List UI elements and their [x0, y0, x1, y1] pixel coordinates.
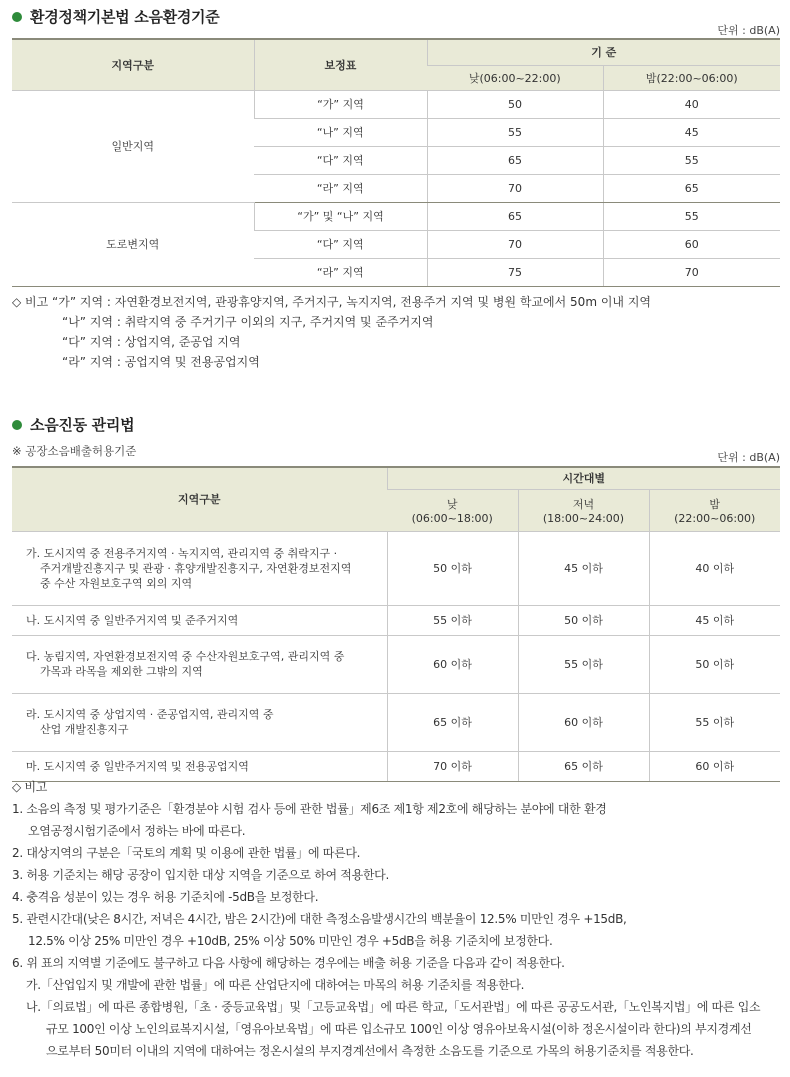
- row-night: 55: [603, 146, 780, 174]
- row-area: 마. 도시지역 중 일반주거지역 및 전용공업지역: [12, 751, 387, 781]
- row-day: 60 이하: [387, 635, 518, 693]
- note-line: 3. 허용 기준치는 해당 공장이 입지한 대상 지역을 기준으로 하여 적용한다.: [12, 868, 389, 882]
- section1-remarks: [12, 292, 651, 372]
- remark-line: “라” 지역 : 공업지역 및 전용공업지역: [62, 355, 260, 369]
- note-line: 가.「산업입지 및 개발에 관한 법률」에 따른 산업단지에 대하여는 마목의 허용 기준치를 적용한다.: [26, 978, 525, 992]
- row-area: 다. 농림지역, 자연환경보전지역 중 수산자원보호구역, 관리지역 중 가목과 라목을 제외한 그밖의 지역: [12, 635, 387, 693]
- row-night: 40: [603, 90, 780, 118]
- table-row: [12, 90, 780, 118]
- noise-standard-table: [12, 38, 780, 287]
- header-night: 밤(22:00~06:00): [603, 65, 780, 90]
- row-day: 75: [427, 258, 603, 286]
- group-name: 도로변지역: [12, 202, 254, 286]
- note-line: 4. 충격음 성분이 있는 경우 허용 기준치에 -5dB을 보정한다.: [12, 890, 319, 904]
- bullet-icon: [12, 420, 22, 430]
- row-day: 55 이하: [387, 605, 518, 635]
- note-line: 규모 100인 이상 노인의료복지시설,「영유아보육법」에 따른 입소규모 100인 이상 영유아보육시설(이하 정온시설이라 한다)의 부지경계선: [46, 1022, 752, 1036]
- row-evening: 45 이하: [518, 531, 649, 605]
- row-day: 65: [427, 202, 603, 230]
- row-day: 65: [427, 146, 603, 174]
- header-time: 시간대별: [387, 467, 780, 489]
- row-day: 65 이하: [387, 693, 518, 751]
- header-standard: 기 준: [427, 39, 780, 65]
- row-day: 70: [427, 174, 603, 202]
- section1-unit: 단위 : dB(A): [717, 24, 780, 37]
- remarks-title: ◇ 비고: [12, 780, 48, 794]
- header-area: 지역구분: [12, 467, 387, 531]
- row-label: “나” 지역: [254, 118, 427, 146]
- row-evening: 60 이하: [518, 693, 649, 751]
- section2-title: 소음진동 관리법: [12, 414, 134, 435]
- row-day: 70: [427, 230, 603, 258]
- row-evening: 50 이하: [518, 605, 649, 635]
- row-label: “가” 및 “나” 지역: [254, 202, 427, 230]
- section2-unit: 단위 : dB(A): [717, 451, 780, 464]
- note-line: 으로부터 50미터 이내의 지역에 대하여는 정온시설의 부지경계선에서 측정한 소음도를 기준으로 가목의 허용기준치를 적용한다.: [46, 1044, 694, 1058]
- header-area: 지역구분: [12, 39, 254, 90]
- row-area: 라. 도시지역 중 상업지역 · 준공업지역, 관리지역 중 산업 개발진흥지구: [12, 693, 387, 751]
- section2-notes: [12, 776, 784, 1062]
- row-night: 50 이하: [649, 635, 780, 693]
- row-day: 70 이하: [387, 751, 518, 781]
- group-name: 일반지역: [12, 90, 254, 202]
- remark-line: “다” 지역 : 상업지역, 준공업 지역: [62, 335, 241, 349]
- section2-subtitle: ※ 공장소음배출허용기준: [12, 444, 137, 458]
- row-evening: 55 이하: [518, 635, 649, 693]
- table-row: [12, 693, 780, 751]
- row-day: 55: [427, 118, 603, 146]
- row-label: “가” 지역: [254, 90, 427, 118]
- row-night: 45: [603, 118, 780, 146]
- header-day: 낮(06:00~22:00): [427, 65, 603, 90]
- row-label: “다” 지역: [254, 146, 427, 174]
- table-row: [12, 605, 780, 635]
- note-line: 나.「의료법」에 따른 종합병원,「초 · 중등교육법」및「고등교육법」에 따른 학교,「도서관법」에 따른 공공도서관,「노인복지법」에 따른 입소: [26, 1000, 761, 1014]
- row-day: 50 이하: [387, 531, 518, 605]
- row-label: “라” 지역: [254, 174, 427, 202]
- header-night: 밤 (22:00~06:00): [649, 489, 780, 531]
- remark-line: “나” 지역 : 취락지역 중 주거기구 이외의 지구, 주거지역 및 준주거지역: [62, 315, 434, 329]
- header-correction: 보정표: [254, 39, 427, 90]
- note-line: 오염공정시험기준에서 정하는 바에 따른다.: [28, 824, 246, 838]
- table-row: [12, 202, 780, 230]
- factory-noise-table: [12, 466, 780, 782]
- row-day: 50: [427, 90, 603, 118]
- bullet-icon: [12, 12, 22, 22]
- row-label: “라” 지역: [254, 258, 427, 286]
- row-night: 70: [603, 258, 780, 286]
- row-night: 65: [603, 174, 780, 202]
- section1-title: 환경정책기본법 소음환경기준: [12, 6, 219, 27]
- row-area: 가. 도시지역 중 전용주거지역 · 녹지지역, 관리지역 중 취락지구 · 주거개발진흥지구 및 관광 · 휴양개발진흥지구, 자연환경보전지역 중 수산 자원보호구역 외의 지역: [12, 531, 387, 605]
- table-row: [12, 635, 780, 693]
- row-night: 40 이하: [649, 531, 780, 605]
- row-night: 60 이하: [649, 751, 780, 781]
- header-day: 낮 (06:00~18:00): [387, 489, 518, 531]
- note-line: 2. 대상지역의 구분은「국토의 계획 및 이용에 관한 법률」에 따른다.: [12, 846, 361, 860]
- row-night: 45 이하: [649, 605, 780, 635]
- row-night: 60: [603, 230, 780, 258]
- remark-line: ◇ 비고 “가” 지역 : 자연환경보전지역, 관광휴양지역, 주거지구, 녹지지역, 전용주거 지역 및 병원 학교에서 50m 이내 지역: [12, 295, 652, 309]
- row-label: “다” 지역: [254, 230, 427, 258]
- row-area: 나. 도시지역 중 일반주거지역 및 준주거지역: [12, 605, 387, 635]
- note-line: 12.5% 이상 25% 미만인 경우 +10dB, 25% 이상 50% 미만인 경우 +5dB을 허용 기준치에 보정한다.: [28, 934, 553, 948]
- table-row: [12, 531, 780, 605]
- row-evening: 65 이하: [518, 751, 649, 781]
- note-line: 1. 소음의 측정 및 평가기준은「환경분야 시험 검사 등에 관한 법률」제6조 제1항 제2호에 해당하는 분야에 대한 환경: [12, 802, 607, 816]
- row-night: 55 이하: [649, 693, 780, 751]
- header-evening: 저녁 (18:00~24:00): [518, 489, 649, 531]
- note-line: 5. 관련시간대(낮은 8시간, 저녁은 4시간, 밤은 2시간)에 대한 측정소음발생시간의 백분율이 12.5% 미만인 경우 +15dB,: [12, 912, 627, 926]
- row-night: 55: [603, 202, 780, 230]
- note-line: 6. 위 표의 지역별 기준에도 불구하고 다음 사항에 해당하는 경우에는 배출 허용 기준을 다음과 같이 적용한다.: [12, 956, 565, 970]
